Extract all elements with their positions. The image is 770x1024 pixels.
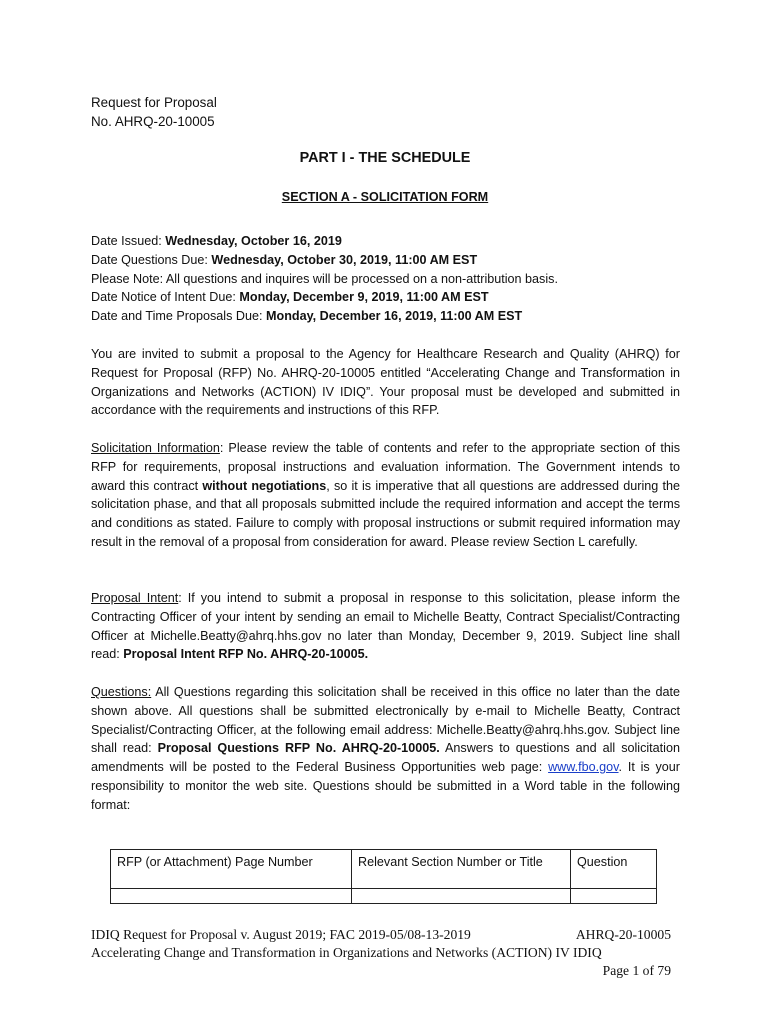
table-header-cell: Question xyxy=(571,850,657,889)
table-cell[interactable] xyxy=(571,889,657,904)
questions-format-table xyxy=(110,849,657,904)
table-row xyxy=(111,889,657,904)
questions-label: Questions: xyxy=(91,685,152,699)
rfp-header xyxy=(91,93,217,131)
table-cell[interactable] xyxy=(352,889,571,904)
intro-paragraph: You are invited to submit a proposal to the Agency for Healthcare Research and Quality (AHRQ) for Request for Proposal (RFP) No. AHRQ-20-10005 entitled “Accelerating Change and Transformation in Organizations and Networks (ACTION) IV IDIQ”. Your proposal must be developed and submitted in accordance with the requirements and instructions of this RFP. xyxy=(91,347,680,418)
questions-paragraph: Questions: All Questions regarding this solicitation shall be received in this office no later than the date shown above. All questions shall be submitted electronically by e-mail to Michelle Beatty, Contract Specialist/Contracting Officer, at the following email address: Michelle.Beatty@ahrq.hhs.gov. Subject line shall read: Proposal Questions RFP No. AHRQ-20-10005. Answers to questions and all solicitation amendments will be posted to the Federal Business Opportunities web page: www.fbo.gov. It is your responsibility to monitor the web site. Questions should be submitted in a Word table in the following format: xyxy=(91,685,680,812)
proposal-intent-label: Proposal Intent xyxy=(91,591,179,605)
note: Please Note: All questions and inquires will be processed on a non-attribution basis. xyxy=(91,271,558,286)
table-header-cell: Relevant Section Number or Title xyxy=(352,850,571,889)
table-header-row xyxy=(111,850,657,889)
proposal-intent-paragraph: Proposal Intent: If you intend to submit a proposal in response to this solicitation, please inform the Contracting Officer of your intent by sending an email to Michelle Beatty, Contract Specialist/Contracting Officer at Michelle.Beatty@ahrq.hhs.gov no later than Monday, December 9, 2019. Subject line shall read: Proposal Intent RFP No. AHRQ-20-10005. xyxy=(91,591,681,662)
footer-line2: Accelerating Change and Transformation in Organizations and Networks (ACTION) IV IDIQ xyxy=(91,945,602,960)
table-header-cell: RFP (or Attachment) Page Number xyxy=(111,850,352,889)
date-questions-due: Date Questions Due: Wednesday, October 30, 2019, 11:00 AM EST xyxy=(91,252,478,267)
rfp-header-line1: Request for Proposal xyxy=(91,95,217,110)
footer-right: AHRQ-20-10005 xyxy=(575,927,671,942)
section-title: SECTION A - SOLICITATION FORM xyxy=(281,190,489,204)
page-number: Page 1 of 79 xyxy=(602,963,671,978)
solicitation-paragraph: Solicitation Information: Please review the table of contents and refer to the appropriate section of this RFP for requirements, proposal instructions and evaluation information. The Government intends to award this contract without negotiations, so it is imperative that all questions are addressed during the solicitation phase, and that all proposals submitted include the required information and accept the terms and conditions as stated. Failure to comply with proposal instructions or submit required information may result in the removal of a proposal from consideration for award. Please review Section L carefully. xyxy=(91,441,681,549)
footer-left: IDIQ Request for Proposal v. August 2019; FAC 2019-05/08-13-2019 xyxy=(91,927,471,942)
table-cell[interactable] xyxy=(111,889,352,904)
solicitation-label: Solicitation Information xyxy=(91,441,220,455)
date-proposals-due: Date and Time Proposals Due: Monday, December 16, 2019, 11:00 AM EST xyxy=(91,309,523,324)
page-footer xyxy=(91,926,671,980)
date-issued: Date Issued: Wednesday, October 16, 2019 xyxy=(91,234,342,248)
rfp-number: No. AHRQ-20-10005 xyxy=(91,114,215,129)
date-intent-due: Date Notice of Intent Due: Monday, December 9, 2019, 11:00 AM EST xyxy=(91,290,489,305)
dates-block xyxy=(91,232,680,326)
part-title: PART I - THE SCHEDULE xyxy=(299,150,471,166)
fbo-link[interactable]: www.fbo.gov xyxy=(548,760,619,775)
